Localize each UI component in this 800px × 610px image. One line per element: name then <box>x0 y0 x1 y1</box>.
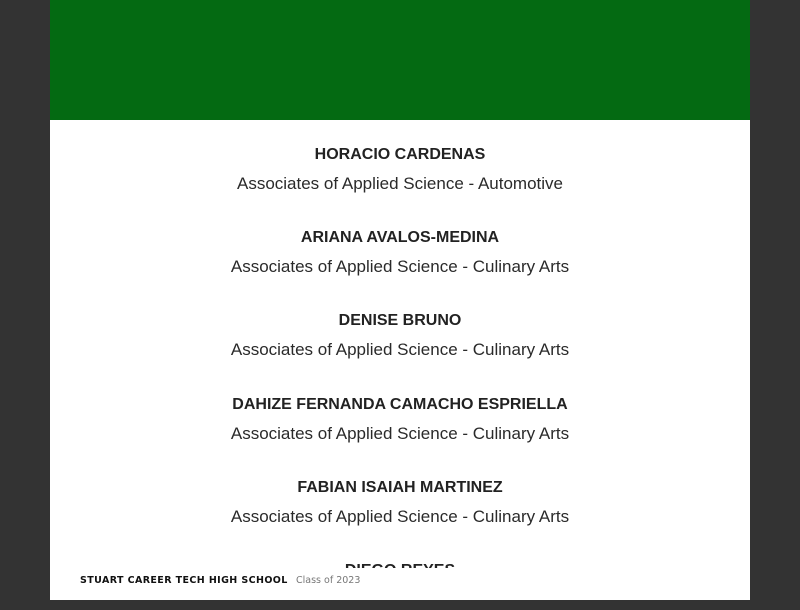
graduate-name: DENISE BRUNO <box>338 312 462 329</box>
graduate-name: FABIAN ISAIAH MARTINEZ <box>297 479 503 496</box>
graduate-degree: Associates of Applied Science - Culinary Arts <box>230 424 570 443</box>
graduate-entry <box>50 478 750 527</box>
graduate-degree: Associates of Applied Science - Culinary Arts <box>230 340 570 359</box>
graduate-name: ARIANA AVALOS-MEDINA <box>300 229 500 246</box>
graduate-name: HORACIO CARDENAS <box>314 146 486 163</box>
graduate-entry <box>50 228 750 277</box>
footer-school-name: STUART CAREER TECH HIGH SCHOOL <box>80 575 288 586</box>
graduate-degree: Associates of Applied Science - Culinary Arts <box>230 257 570 276</box>
graduate-list <box>50 0 750 568</box>
graduate-degree: Associates of Applied Science - Culinary Arts <box>230 507 570 526</box>
slide-page <box>50 0 750 600</box>
graduate-entry <box>50 145 750 194</box>
graduate-name: DAHIZE FERNANDA CAMACHO ESPRIELLA <box>232 396 568 413</box>
graduate-degree: Associates of Applied Science - Automotive <box>236 174 563 193</box>
footer-bar <box>50 568 750 600</box>
graduate-entry <box>50 395 750 444</box>
footer-class-label: Class of 2023 <box>296 575 361 586</box>
graduate-entry <box>50 311 750 360</box>
